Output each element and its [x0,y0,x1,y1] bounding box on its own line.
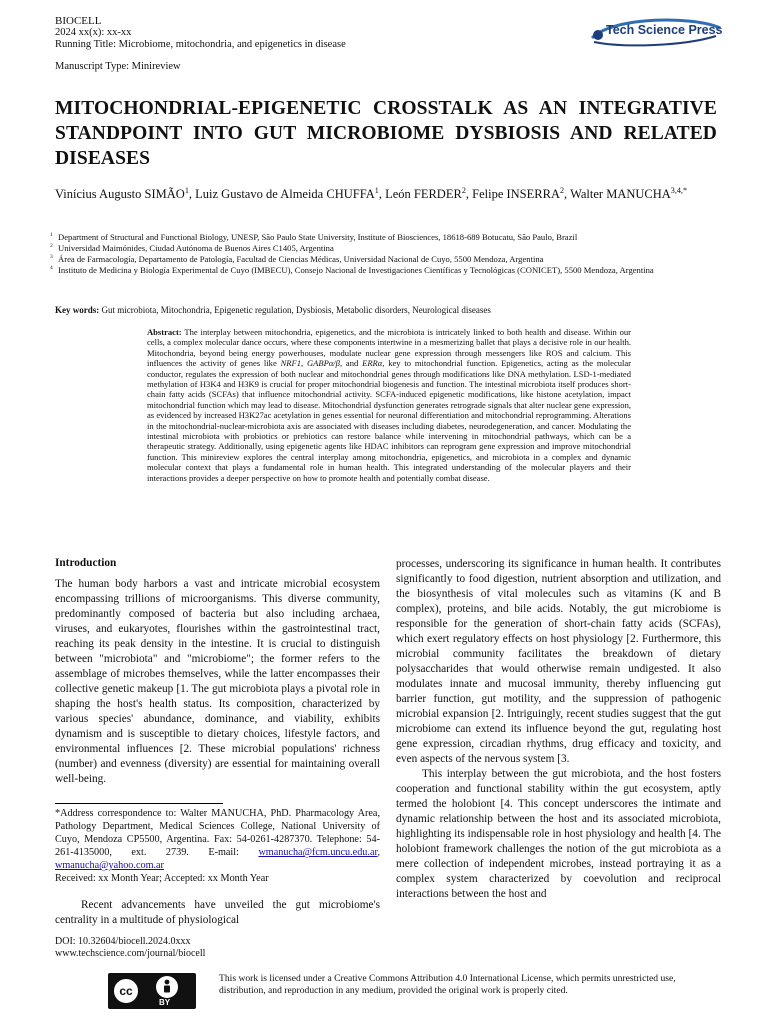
journal-url[interactable]: www.techscience.com/journal/biocell [55,948,206,959]
keywords [55,305,720,316]
right-column [396,557,721,902]
left-column [55,556,380,787]
license-statement: This work is licensed under a Creative Commons Attribution 4.0 International License, which permits unrestricted use, distribution, and reproduction in any medium, provided the original work is properly cited. [219,973,676,997]
footer [55,936,205,960]
email-link[interactable]: wmanucha@fcm.uncu.edu.ar [258,847,378,859]
affiliation-item [50,254,720,265]
author-name: Felipe INSERRA [472,187,560,202]
affiliation-text: Department of Structural and Functional Biology, UNESP, São Paulo State University, Institute of Biosciences, 18618-689 Botucatu, São Paulo, Brazil [58,232,578,242]
affiliations [50,232,720,276]
author-name: Walter MANUCHA [570,187,671,202]
tech-science-press-logo [584,14,724,50]
volume-info: 2024 xx(x): xx-xx [55,27,132,38]
paragraph: Recent advancements have unveiled the gut microbiome's centrality in a multitude of physiological [55,899,380,926]
affiliation-number: 1 [50,232,53,238]
keywords-text: Gut microbiota, Mitochondria, Epigenetic regulation, Dysbiosis, Metabolic disorders, Neurological diseases [101,305,491,315]
affiliation-number: 2 [50,243,53,249]
cc-icon: cc [112,977,140,1005]
affiliation-number: 3 [50,254,53,260]
author-affiliation-marker: 3,4,* [670,186,688,195]
author-affiliation-marker: 1 [374,186,379,195]
attribution-icon [156,976,178,998]
received-dates: Received: xx Month Year; Accepted: xx Month Year [55,873,269,885]
affiliation-text: Universidad Maimónides, Ciudad Autónoma de Buenos Aires C1405, Argentina [58,243,334,253]
correspondence-footnote: *Address correspondence to: Walter MANUCHA, PhD. Pharmacology Area, Pathology Department, Medical Sciences College, National University of Cuyo, Mendoza CP5500, Argentina. Fax: 54-0261-4287370. Telephone: 54-261-4135000, ext. 2739. E-mail: wmanucha@fcm.uncu.edu.ar, wmanucha@yahoo.com.ar Received: xx Month Year; Accepted: xx Month Year [55,808,380,885]
footnote-divider [55,803,223,804]
author-affiliation-marker: 2 [461,186,466,195]
email-link[interactable]: wmanucha@yahoo.com.ar [55,860,164,872]
running-title: Running Title: Microbiome, mitochondria, and epigenetics in disease [55,39,346,50]
paragraph: This interplay between the gut microbiota, and the host fosters cooperation and functional stability within the gut ecosystem, aptly termed the holobiont [4. This concept underscores the intimate and dynamic relationship between the host and its associated microbiota, highlighting its indispensable role in host physiology and health [4. The holobiont framework challenges the notion of the gut microbiota as a mere collection of independent microbes, instead portraying it as a complex system characterized by coevolution and reciprocal interactions between the host and [396,768,721,900]
paragraph: processes, underscoring its significance in human health. It contributes significantly to food digestion, nutrient absorption and utilization, and the biosynthesis of vital molecules such as vitamins (K and B complex), proteins, and bile acids. Notably, the gut microbiome is responsible for the generation of short-chain fatty acids (SCFAs), which exert regulatory effects on host physiology [2. Furthermore, this microbial community facilitates the breakdown of dietary polysaccharides that would otherwise remain undigested. It also modulates innate and mucosal immunity, thereby influencing gut barrier function, gut motility, and the suppression of pathogenic microbial expansion [2. Intriguingly, recent studies suggest that the gut microbiome can extend its influence beyond the gut, regulating host gene expression, circadian rhythms, drug efficacy and toxicity, and even aspects of the nervous system [3. [396,558,721,765]
affiliation-number: 4 [50,265,53,271]
gene-name: GABPα/β [306,358,340,369]
affiliation-text: Área de Farmacología, Departamento de Patología, Facultad de Ciencias Médicas, Universidad Nacional de Cuyo, 5500 Mendoza, Argentina [58,254,544,264]
abstract-text: , key to mitochondrial function. Epigenetics, acting as the molecular conductor, regulates the expression of both nuclear and mitochondrial genes through modifications like DNA methylation. LSD-1-mediated methylation of H3K4 and H3K9 is crucial for proper mitochondrial biogenesis and function. The intestinal microbiota itself produces short-chain fatty acids (SCFAs) that influence mitochondrial activity. SCFA-induced epigenetic modifications, like histone acetylation, impact mitochondrial function which may lead to disease. Mitochondrial dysfunction generates retrograde signals that alter nuclear gene expression, as evidenced by increased H3K27ac acetylation in genes essential for neuronal differentiation and mitochondrial reprogramming. Alterations in the mitochondrial-nuclear-microbiota axis are associated with diseases including diabetes, neurodegeneration, and cancer. Modulating the intestinal microbiota with probiotics or prebiotics can restore balance while intervening in mitochondrial pathways, which can be a therapeutic strategy. Additionally, using epigenetic agents like HDAC inhibitors can reprogram gene expression and improve mitochondrial function. This minireview explores the central interplay among mitochondria, epigenetics, and microbiota in a complex and dynamic molecular context that plays a fundamental role in human health. This integrated understanding of the molecular players and their interactions provides a deeper perspective on how to promote health and potentially combat disease. [147,358,632,483]
manuscript-type: Manuscript Type: Minireview [55,61,181,72]
author-affiliation-marker: 1 [184,186,189,195]
journal-name: BIOCELL [55,15,102,27]
cc-by-badge[interactable] [108,973,196,1009]
affiliation-item [50,232,720,243]
keywords-label: Key words: [55,305,100,315]
gene-name: NRF1 [280,358,302,369]
abstract-text: and [345,358,359,369]
article-title: MITOCHONDRIAL-EPIGENETIC CROSSTALK AS AN INTEGRATIVE STANDPOINT INTO GUT MICROBIOME DYSBIOSIS AND RELATED DISEASES [55,98,717,169]
affiliation-text: Instituto de Medicina y Biología Experimental de Cuyo (IMBECU), Consejo Nacional de Investigaciones Científicas y Tecnológicas (CONICET), 5500 Mendoza, Argentina [58,265,654,275]
correspondence-text: *Address correspondence to: Walter MANUCHA, PhD. Pharmacology Area, Pathology Department, Medical Sciences College, National University of Cuyo, Mendoza CP5500, Argentina. Fax: 54-0261-4287370. Telephone: 54-261-4135000, ext. 2739. E-mail: [55,808,380,859]
author-name: León FERDER [385,187,462,202]
abstract: Abstract: The interplay between mitochondria, epigenetics, and the microbiota is intricately linked to both health and disease. Within our cells, a complex molecular dance occurs, where these components intertwine in a mesmerizing ballet that plays a decisive role in our health. Mitochondria, beyond being energy powerhouses, modulate nuclear gene expression through messengers like ROS and calcium. This influences the activity of genes like NRF1, GABPα/β, and ERRα, key to mitochondrial function. Epigenetics, acting as the molecular conductor, regulates the expression of both nuclear and mitochondrial genes through modifications like DNA methylation. LSD-1-mediated methylation of H3K4 and H3K9 is crucial for proper mitochondrial biogenesis and function. The intestinal microbiota itself produces short-chain fatty acids (SCFAs) that influence mitochondrial activity. SCFA-induced epigenetic modifications, like histone acetylation, impact mitochondrial function which may lead to disease. Mitochondrial dysfunction generates retrograde signals that alter nuclear gene expression, as evidenced by increased H3K27ac acetylation in genes essential for neuronal differentiation and mitochondrial reprogramming. Alterations in the mitochondrial-nuclear-microbiota axis are associated with diseases including diabetes, neurodegeneration, and cancer. Modulating the intestinal microbiota with probiotics or prebiotics can restore balance while intervening in mitochondrial pathways, which can be a therapeutic strategy. Additionally, using epigenetic agents like HDAC inhibitors can reprogram gene expression and improve mitochondrial function. This minireview explores the central interplay among mitochondria, epigenetics, and microbiota in a complex and dynamic molecular context that plays a fundamental role in human health. This integrated understanding of the molecular players and their interactions provides a deeper perspective on how to promote health and potentially combat disease. [147,327,632,483]
doi: DOI: 10.32604/biocell.2024.0xxx [55,936,191,947]
author-affiliation-marker: 2 [559,186,565,195]
affiliation-item [50,265,720,276]
section-heading-introduction: Introduction [55,557,117,569]
person-icon [156,976,178,998]
abstract-label: Abstract: [147,327,182,337]
abstract-text: The interplay between mitochondria, epigenetics, and the microbiota is intricately linked to both health and disease. Within our cells, a complex molecular dance occurs, where these components intertwine in a mesmerizing ballet that plays a decisive role in our health. Mitochondria, beyond being energy powerhouses, modulate nuclear gene expression through messengers like ROS and calcium. This influences the activity of genes like [147,327,631,369]
affiliation-item [50,243,720,254]
paragraph: The human body harbors a vast and intricate microbial ecosystem encompassing trillions of microorganisms. This diverse community, predominantly composed of bacteria but also including archaea, viruses, and eukaryotes, flourishes within the gastrointestinal tract, reaching its peak density in the intestine. It is crucial to distinguish between "microbiota" and "microbiome"; the former refers to the assemblage of microbes themselves, while the latter encompasses their collective genetic makeup [1. The gut microbiota plays a pivotal role in shaping the host's health status. Its composition, characterized by various species' abundance, dominance, and viability, exhibits dynamism and is susceptible to dietary choices, lifestyle factors, and environmental influences [2. These microbial populations' richness (number) and evenness (diversity) are essential for maintaining overall well-being. [55,578,380,785]
author-list: Vinícius Augusto SIMÃO$^1$, Luiz Gustavo de Almeida CHUFFA$^1$, León FERDER$^2$, Felipe INSERRA$^2$, Walter $MANUCHA^{3,4,*}$ [55,186,688,202]
cc-by-label: BY [159,998,171,1007]
author-name: Vinícius Augusto SIMÃO [55,187,185,202]
publisher-name: Tech Science Press [606,23,723,37]
gene-name: ERRα [362,358,383,369]
author-name: Luiz Gustavo de Almeida CHUFFA [195,187,375,202]
left-column-continued [55,898,380,928]
